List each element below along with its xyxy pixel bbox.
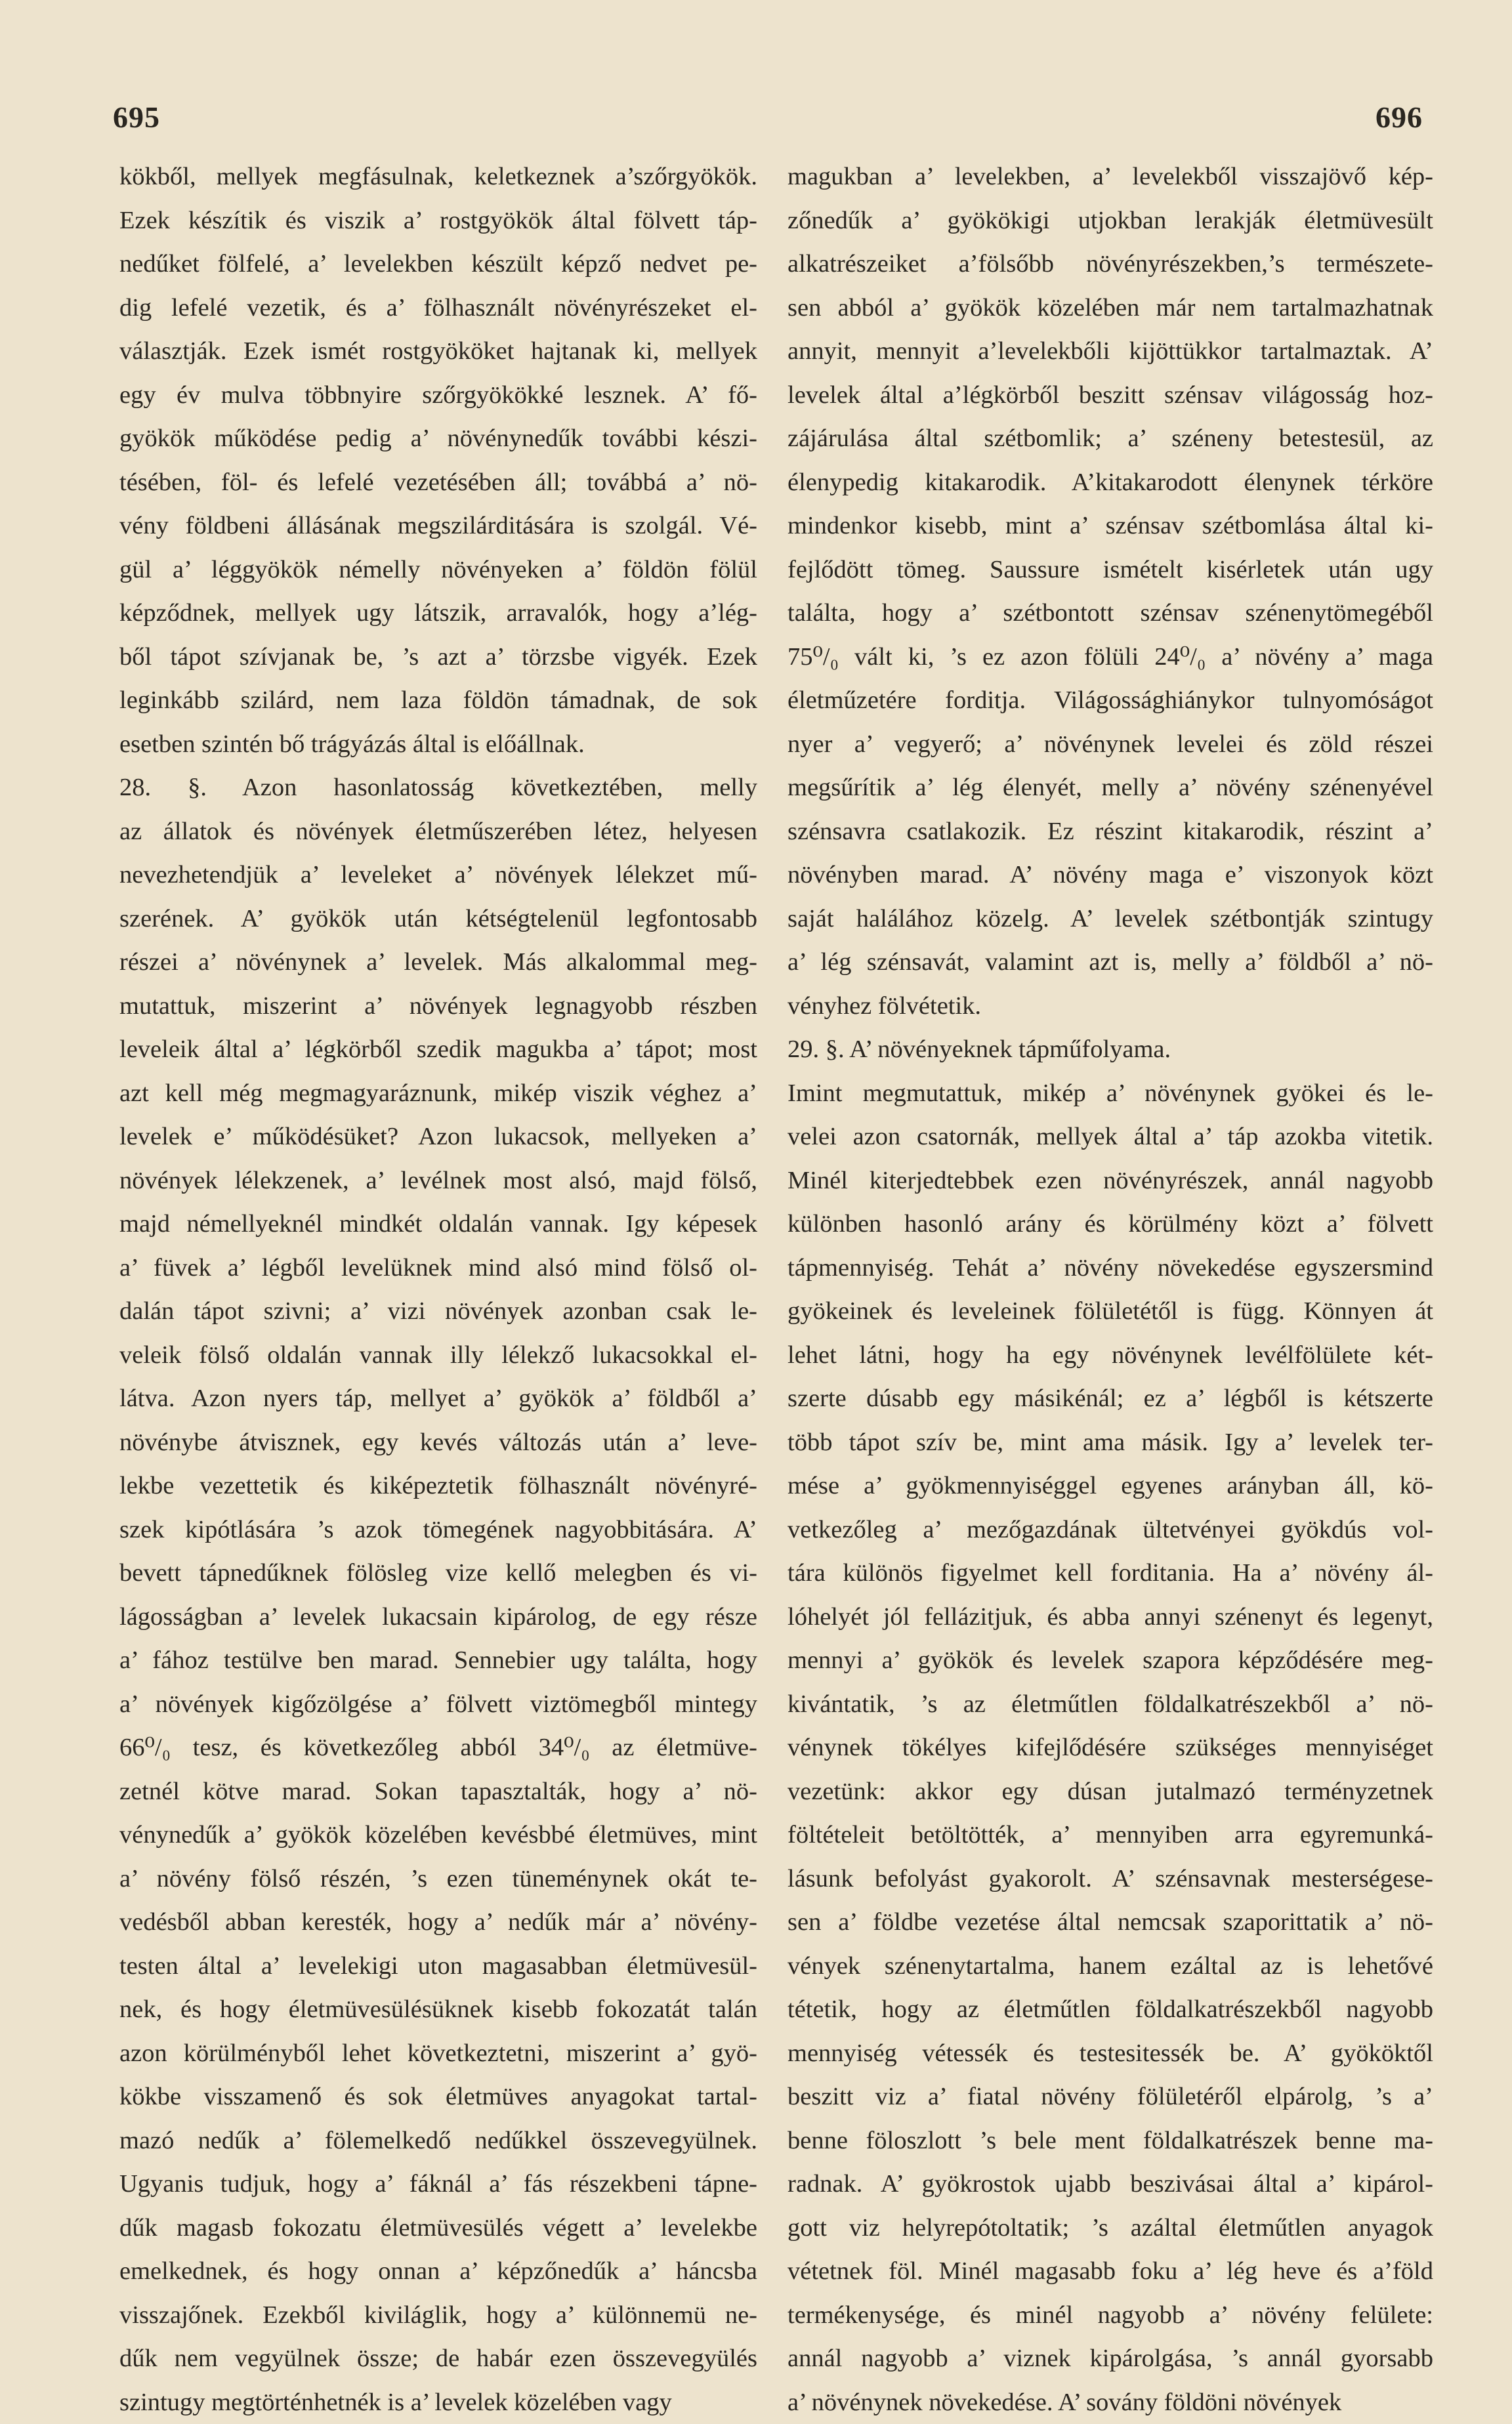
text-line: nek, és hogy életmüvesülésüknek kisebb fokozatát talán: [119, 1988, 757, 2032]
text-line: föltételeit betöltötték, a’ mennyiben arra egyremunká-: [788, 1813, 1433, 1857]
text-line: mennyi a’ gyökök és levelek szapora képződésére meg-: [788, 1639, 1433, 1682]
text-line: Minél kiterjedtebbek ezen növényrészek, annál nagyobb: [788, 1159, 1433, 1203]
text-line: lekbe vezettetik és kiképeztetik fölhasznált növényré-: [119, 1464, 757, 1508]
text-line: a’ lég szénsavát, valamint azt is, melly a’ földből a’ nö-: [788, 940, 1433, 984]
text-line: zájárulása által szétbomlik; a’ széneny betestesül, az: [788, 417, 1433, 461]
text-line: 28. §. Azon hasonlatosság következtében, melly: [119, 766, 757, 810]
text-line: élenypedig kitakarodik. A’kitakarodott élenynek térköre: [788, 461, 1433, 505]
text-line: termékenysége, és minél nagyobb a’ növény felülete:: [788, 2293, 1433, 2337]
text-line: mennyiség vétessék és testesitessék be. A’ gyököktől: [788, 2032, 1433, 2076]
text-line: tétetik, hogy az életműtlen földalkatrészekből nagyobb: [788, 1988, 1433, 2032]
text-line: emelkednek, és hogy onnan a’ képzőnedűk a’ háncsba: [119, 2249, 757, 2293]
text-line: gül a’ léggyökök némelly növényeken a’ földön fölül: [119, 548, 757, 592]
text-line: levelek által a’légkörből beszitt szénsav világosság hoz-: [788, 373, 1433, 417]
text-line: a’ növénynek növekedése. A’ sovány földöni növények: [788, 2381, 1433, 2424]
text-line: azt kell még megmagyaráznunk, mikép viszik véghez a’: [119, 1072, 757, 1116]
text-line: nyer a’ vegyerő; a’ növénynek levelei és zöld részei: [788, 722, 1433, 766]
text-line: velei azon csatornák, mellyek által a’ táp azokba vitetik.: [788, 1115, 1433, 1159]
text-line: benne föloszlott ’s bele ment földalkatrészek benne ma-: [788, 2119, 1433, 2163]
text-line: levelek e’ működésüket? Azon lukacsok, mellyeken a’: [119, 1115, 757, 1159]
text-line: látva. Azon nyers táp, mellyet a’ gyökök a’ földből a’: [119, 1377, 757, 1421]
text-line: kökbe visszamenő és sok életmüves anyagokat tartal-: [119, 2075, 757, 2119]
text-line: vezetünk: akkor egy dúsan jutalmazó terményzetnek: [788, 1770, 1433, 1814]
text-line: sen abból a’ gyökök közelében már nem tartalmazhatnak: [788, 286, 1433, 330]
text-line: tápmennyiség. Tehát a’ növény növekedése egyszersmind: [788, 1246, 1433, 1290]
text-line: Ugyanis tudjuk, hogy a’ fáknál a’ fás részekbeni tápne-: [119, 2162, 757, 2206]
text-line: gott viz helyrepótoltatik; ’s azáltal életműtlen anyagok: [788, 2206, 1433, 2250]
text-line: veleik fölső oldalán vannak illy lélekző lukacsokkal el-: [119, 1333, 757, 1377]
text-line: nevezhetendjük a’ leveleket a’ növények lélekzet mű-: [119, 853, 757, 897]
text-line: szerének. A’ gyökök után kétségtelenül legfontosabb: [119, 897, 757, 941]
text-line: szerte dúsabb egy másikénál; ez a’ légből is kétszerte: [788, 1377, 1433, 1421]
text-line: az állatok és növények életműszerében létez, helyesen: [119, 810, 757, 854]
text-line: a’ növény fölső részén, ’s ezen tüneménynek okát te-: [119, 1857, 757, 1901]
text-line: tésében, föl- és lefelé vezetésében áll; továbbá a’ nö-: [119, 461, 757, 505]
text-line: annyit, mennyit a’levelekbőli kijöttükkor tartalmaztak. A’: [788, 329, 1433, 373]
text-line: vény földbeni állásának megszilárditására is szolgál. Vé-: [119, 504, 757, 548]
text-line: zőnedűk a’ gyökökigi utjokban lerakják életmüvesült: [788, 199, 1433, 243]
text-line: leginkább szilárd, nem laza földön támadnak, de sok: [119, 679, 757, 722]
text-line: dig lefelé vezetik, és a’ fölhasznált növényrészeket el-: [119, 286, 757, 330]
text-line: vedésből abban keresték, hogy a’ nedűk már a’ növény-: [119, 1900, 757, 1944]
text-line: több tápot szív be, mint ama másik. Igy a’ levelek ter-: [788, 1421, 1433, 1465]
text-line: választják. Ezek ismét rostgyököket hajtanak ki, mellyek: [119, 329, 757, 373]
text-line: találta, hogy a’ szétbontott szénsav szénenytömegéből: [788, 591, 1433, 635]
text-line: fejlődött tömeg. Saussure ismételt kisérletek után ugy: [788, 548, 1433, 592]
text-line: mindenkor kisebb, mint a’ szénsav szétbomlása által ki-: [788, 504, 1433, 548]
text-line: vetkezőleg a’ mezőgazdának ültetvényei gyökdús vol-: [788, 1508, 1433, 1552]
left-text-column: [119, 155, 757, 2424]
text-line: gyökeinek és leveleinek fölületétől is függ. Könnyen át: [788, 1289, 1433, 1333]
text-line: saját halálához közelg. A’ levelek szétbontják szintugy: [788, 897, 1433, 941]
text-line: alkatrészeiket a’fölsőbb növényrészekben,’s természete-: [788, 242, 1433, 286]
text-line: részei a’ növénynek a’ levelek. Más alkalommal meg-: [119, 940, 757, 984]
text-line: gyökök működése pedig a’ növénynedűk további készi-: [119, 417, 757, 461]
text-line: növényben marad. A’ növény maga e’ viszonyok közt: [788, 853, 1433, 897]
text-line: mazó nedűk a’ fölemelkedő nedűkkel összevegyülnek.: [119, 2119, 757, 2163]
text-line: kivántatik, ’s az életműtlen földalkatrészekből a’ nö-: [788, 1682, 1433, 1726]
text-line: vényhez fölvétetik.: [788, 984, 1433, 1028]
right-text-column: [788, 155, 1433, 2424]
text-line: bevett tápnedűknek fölösleg vize kellő melegben és vi-: [119, 1551, 757, 1595]
text-line: lágosságban a’ levelek lukacsain kipárolog, de egy része: [119, 1595, 757, 1639]
text-line: leveleik által a’ légkörből szedik magukba a’ tápot; most: [119, 1028, 757, 1072]
text-line: lásunk befolyást gyakorolt. A’ szénsavnak mesterségese-: [788, 1857, 1433, 1901]
text-line: Imint megmutattuk, mikép a’ növénynek gyökei és le-: [788, 1072, 1433, 1116]
text-line: dalán tápot szivni; a’ vizi növények azonban csak le-: [119, 1289, 757, 1333]
text-line: vétetnek föl. Minél magasabb foku a’ lég heve és a’föld: [788, 2249, 1433, 2293]
text-line: dűk nem vegyülnek össze; de habár ezen összevegyülés: [119, 2337, 757, 2381]
text-line: szek kipótlására ’s azok tömegének nagyobbitására. A’: [119, 1508, 757, 1552]
text-line: Ezek készítik és viszik a’ rostgyökök által fölvett táp-: [119, 199, 757, 243]
text-line: növények lélekzenek, a’ levélnek most alsó, majd fölső,: [119, 1159, 757, 1203]
text-line: lóhelyét jól fellázitjuk, és abba annyi szénenyt és legenyt,: [788, 1595, 1433, 1639]
text-line: ből tápot szívjanak be, ’s azt a’ törzsbe vigyék. Ezek: [119, 635, 757, 679]
text-line: radnak. A’ gyökrostok ujabb beszivásai által a’ kipárol-: [788, 2162, 1433, 2206]
text-line: magukban a’ levelekben, a’ levelekből visszajövő kép-: [788, 155, 1433, 199]
text-line: szénsavra csatlakozik. Ez részint kitakarodik, részint a’: [788, 810, 1433, 854]
text-line: szintugy megtörténhetnék is a’ levelek közelében vagy: [119, 2381, 757, 2424]
text-line: visszajőnek. Ezekből kiviláglik, hogy a’ különnemü ne-: [119, 2293, 757, 2337]
text-line: a’ fához testülve ben marad. Sennebier ugy találta, hogy: [119, 1639, 757, 1682]
text-line: annál nagyobb a’ viznek kipárolgása, ’s annál gyorsabb: [788, 2337, 1433, 2381]
text-line: dűk magasb fokozatu életmüvesülés végett a’ levelekbe: [119, 2206, 757, 2250]
text-line: 29. §. A’ növényeknek tápműfolyama.: [788, 1028, 1433, 1072]
text-line: vénynek tökélyes kifejlődésére szükséges mennyiséget: [788, 1726, 1433, 1770]
text-line: kökből, mellyek megfásulnak, keletkeznek a’szőrgyökök.: [119, 155, 757, 199]
text-line: 66⁰/₀ tesz, és következőleg abból 34⁰/₀ az életmüve-: [119, 1726, 757, 1770]
text-line: a’ füvek a’ légből levelüknek mind alsó mind fölső ol-: [119, 1246, 757, 1290]
text-line: mutattuk, miszerint a’ növények legnagyobb részben: [119, 984, 757, 1028]
text-line: a’ növények kigőzölgése a’ fölvett viztömegből mintegy: [119, 1682, 757, 1726]
text-line: 75⁰/₀ vált ki, ’s ez azon fölüli 24⁰/₀ a’ növény a’ maga: [788, 635, 1433, 679]
text-line: sen a’ földbe vezetése által nemcsak szaporittatik a’ nö-: [788, 1900, 1433, 1944]
text-line: különben hasonló arány és körülmény közt a’ fölvett: [788, 1202, 1433, 1246]
text-line: tára különös figyelmet kell forditania. Ha a’ növény ál-: [788, 1551, 1433, 1595]
text-line: majd némellyeknél mindkét oldalán vannak. Igy képesek: [119, 1202, 757, 1246]
text-line: esetben szintén bő trágyázás által is előállnak.: [119, 722, 757, 766]
text-line: megsűrítik a’ lég élenyét, melly a’ növény szénenyével: [788, 766, 1433, 810]
text-line: vények szénenytartalma, hanem ezáltal az is lehetővé: [788, 1944, 1433, 1988]
text-line: nedűket fölfelé, a’ levelekben készült képző nedvet pe-: [119, 242, 757, 286]
right-page-number: 696: [1376, 100, 1423, 135]
text-line: növénybe átvisznek, egy kevés változás után a’ leve-: [119, 1421, 757, 1465]
text-line: testen által a’ levelekigi uton magasabban életmüvesül-: [119, 1944, 757, 1988]
text-line: azon körülményből lehet következtetni, miszerint a’ gyö-: [119, 2032, 757, 2076]
text-line: vénynedűk a’ gyökök közelében kevésbbé életmüves, mint: [119, 1813, 757, 1857]
text-line: lehet látni, hogy ha egy növénynek levélfölülete két-: [788, 1333, 1433, 1377]
text-line: mése a’ gyökmennyiséggel egyenes arányban áll, kö-: [788, 1464, 1433, 1508]
text-line: egy év mulva többnyire szőrgyökökké lesznek. A’ fő-: [119, 373, 757, 417]
text-line: életműzetére forditja. Világossághiánykor tulnyomóságot: [788, 679, 1433, 722]
text-line: képződnek, mellyek ugy látszik, arravalók, hogy a’lég-: [119, 591, 757, 635]
text-line: beszitt viz a’ fiatal növény fölületéről elpárolg, ’s a’: [788, 2075, 1433, 2119]
text-line: zetnél kötve marad. Sokan tapasztalták, hogy a’ nö-: [119, 1770, 757, 1814]
left-page-number: 695: [113, 100, 160, 135]
